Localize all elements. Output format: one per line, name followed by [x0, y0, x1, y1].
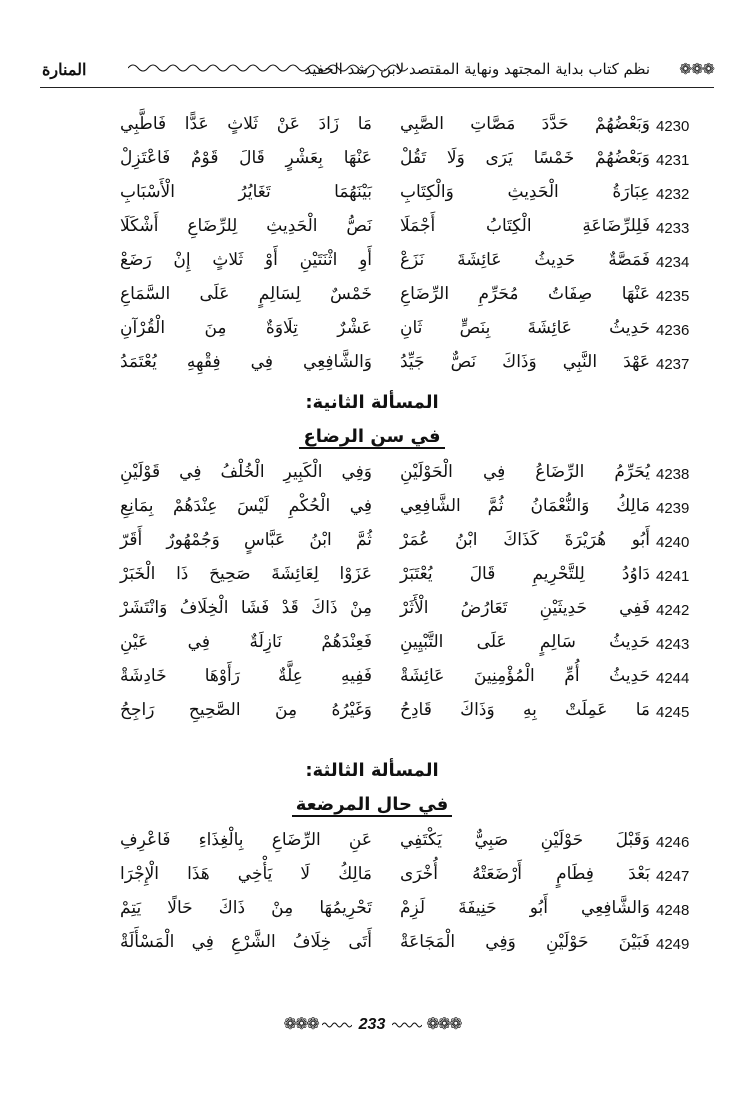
header-rule — [40, 87, 714, 88]
verse-second-hemistich: عَنِ الرِّضَاعِ بِالْغِذَاءِ فَاعْرِفِ — [120, 830, 372, 850]
verse-line — [70, 248, 710, 282]
header-book-name: المنارة — [42, 60, 87, 79]
verse-line — [70, 214, 710, 248]
verse-second-hemistich: مَا زَادَ عَنْ ثَلاثٍ عَدًّا فَاطَّبِي — [120, 114, 372, 134]
verse-line — [70, 146, 710, 180]
verse-first-hemistich: وَقَبْلَ حَوْلَيْنِ صَبِيٌّ يَكْتَفِي — [400, 830, 650, 850]
verse-number: 4230 — [656, 118, 690, 135]
verse-line — [70, 630, 710, 664]
section-subtitle-text: في حال المرضعة — [292, 794, 453, 817]
verse-first-hemistich: عِبَارَةُ الْحَدِيثِ وَالْكِتَابِ — [400, 182, 650, 202]
verse-line — [70, 698, 710, 732]
section-subtitle-text: في سن الرضاع — [299, 426, 444, 449]
verse-number: 4242 — [656, 602, 690, 619]
verse-number: 4231 — [656, 152, 690, 169]
verse-first-hemistich: حَدِيثُ عَائِشَةَ بِنَصٍّ ثَانِ — [400, 318, 650, 338]
verse-second-hemistich: مِنْ ذَاكَ قَدْ فَشَا الْخِلَافُ وَانْتَشَرْ — [120, 598, 372, 618]
verse-first-hemistich: مَا عَمِلَتْ بِهِ وَذَاكَ قَادِحُ — [400, 700, 650, 720]
footer-ornament-right: ❁❁❁ — [426, 1016, 461, 1033]
verse-number: 4234 — [656, 254, 690, 271]
verse-first-hemistich: أَبُو هُرَيْرَةَ كَذَاكَ ابْنُ عُمَرْ — [400, 530, 650, 550]
verse-number: 4240 — [656, 534, 690, 551]
section-subtitle — [0, 794, 744, 815]
verse-second-hemistich: نَصُّ الْحَدِيثِ لِلرِّضَاعِ أَشْكَلَا — [120, 216, 372, 236]
verse-line — [70, 596, 710, 630]
page-footer — [0, 1014, 744, 1034]
verse-line — [70, 528, 710, 562]
header-wave-ornament — [128, 62, 408, 74]
verse-first-hemistich: مَالِكُ وَالنُّعْمَانُ ثُمَّ الشَّافِعِي — [400, 496, 650, 516]
section-subtitle — [0, 426, 744, 447]
verse-line — [70, 562, 710, 596]
section-title: المسألة الثالثة: — [305, 760, 439, 781]
verse-number: 4238 — [656, 466, 690, 483]
verse-second-hemistich: فَعِنْدَهُمْ نَازِلَةٌ فِي عَيْنِ — [120, 632, 372, 652]
verse-line — [70, 282, 710, 316]
verse-number: 4243 — [656, 636, 690, 653]
verse-number: 4232 — [656, 186, 690, 203]
verse-first-hemistich: حَدِيثُ سَالِمٍ عَلَى التَّبْيِينِ — [400, 632, 650, 652]
verse-line — [70, 180, 710, 214]
verse-second-hemistich: وَالشَّافِعِي فِي فِقْهِهِ يُعْتَمَدُ — [120, 352, 372, 372]
verse-second-hemistich: مَالِكُ لَا يَأْخِي هَذَا الْإِجْرَا — [120, 864, 372, 884]
header-ornament: ❁❁❁ — [679, 60, 714, 78]
verse-second-hemistich: فِي الْحُكْمِ لَيْسَ عِنْدَهُمْ بِمَانِعِ — [120, 496, 372, 516]
verse-line — [70, 862, 710, 896]
verse-line — [70, 896, 710, 930]
verse-second-hemistich: عَنْهَا بِعَشْرٍ قَالَ قَوْمٌ فَاعْتَزِلْ — [120, 148, 372, 168]
footer-wave-ornament — [322, 1021, 352, 1029]
verse-line — [70, 494, 710, 528]
verse-first-hemistich: عَنْهَا صِفَاتُ مُحَرِّمِ الرِّضَاعِ — [400, 284, 650, 304]
verse-number: 4247 — [656, 868, 690, 885]
verse-line — [70, 316, 710, 350]
verse-number: 4237 — [656, 356, 690, 373]
verse-second-hemistich: أَتَى خِلَافُ الشَّرْعِ فِي الْمَسْأَلَةْ — [120, 932, 372, 952]
verse-first-hemistich: حَدِيثُ أُمِّ الْمُؤْمِنِينَ عَائِشَةْ — [400, 666, 650, 686]
verse-line — [70, 664, 710, 698]
verse-first-hemistich: وَبَعْضُهُمْ خَمْسًا يَرَى وَلَا تَقُلْ — [400, 148, 650, 168]
running-header — [40, 58, 714, 88]
verse-number: 4249 — [656, 936, 690, 953]
verse-second-hemistich: فَفِيهِ عِلَّةٌ رَأَوْهَا خَادِشَةْ — [120, 666, 372, 686]
verse-first-hemistich: بَعْدَ فِطَامٍ أَرْضَعَتْهُ أُخْرَى — [400, 864, 650, 884]
verse-second-hemistich: خَمْسٌ لِسَالِمٍ عَلَى السَّمَاعِ — [120, 284, 372, 304]
header-title: نظم كتاب بداية المجتهد ونهاية المقتصد لابن رشد الحفيد — [304, 60, 650, 78]
verse-second-hemistich: وَفِي الْكَبِيرِ الْخُلْفُ فِي قَوْلَيْنِ — [120, 462, 372, 482]
verse-second-hemistich: تَحْرِيمُهَا مِنْ ذَاكَ حَالًا يَتِمْ — [120, 898, 372, 918]
verse-first-hemistich: وَالشَّافِعِي أَبُو حَنِيفَةَ لَزِمْ — [400, 898, 650, 918]
verse-line — [70, 350, 710, 384]
verse-number: 4235 — [656, 288, 690, 305]
verse-first-hemistich: يُحَرِّمُ الرِّضَاعُ فِي الْحَوْلَيْنِ — [400, 462, 650, 482]
verse-first-hemistich: دَاوُدُ لِلتَّحْرِيمِ قَالَ يُعْتَبَرْ — [400, 564, 650, 584]
verse-second-hemistich: بَيْنَهُمَا تَغَايُرُ الْأَسْبَابِ — [120, 182, 372, 202]
verse-number: 4245 — [656, 704, 690, 721]
verse-number: 4248 — [656, 902, 690, 919]
verse-number: 4233 — [656, 220, 690, 237]
verse-second-hemistich: ثُمَّ ابْنُ عَبَّاسٍ وَجُمْهُورٌ أَقَرّ — [120, 530, 372, 550]
verse-number: 4239 — [656, 500, 690, 517]
verse-first-hemistich: عَهْدَ النَّبِي وَذَاكَ نَصٌّ جَيِّدُ — [400, 352, 650, 372]
verse-line — [70, 112, 710, 146]
verse-number: 4246 — [656, 834, 690, 851]
verse-line — [70, 828, 710, 862]
verse-first-hemistich: فَبَيْنَ حَوْلَيْنِ وَفِي الْمَجَاعَةْ — [400, 932, 650, 952]
footer-ornament-left: ❁❁❁ — [283, 1016, 318, 1033]
verse-second-hemistich: عَزَوْا لِعَائِشَةَ صَحِيحَ ذَا الْخَبَرْ — [120, 564, 372, 584]
verse-line — [70, 460, 710, 494]
verse-first-hemistich: فَمَصَّةٌ حَدِيثُ عَائِشَةَ نَزَعْ — [400, 250, 650, 270]
verse-second-hemistich: وَغَيْرُهُ مِنَ الصَّحِيحِ رَاجِحُ — [120, 700, 372, 720]
verse-line — [70, 930, 710, 964]
verse-number: 4241 — [656, 568, 690, 585]
verse-number: 4236 — [656, 322, 690, 339]
verse-number: 4244 — [656, 670, 690, 687]
verse-first-hemistich: وَبَعْضُهُمْ حَدَّدَ مَصَّاتِ الصَّبِي — [400, 114, 650, 134]
verse-second-hemistich: عَشْرٌ تِلَاوَةٌ مِنَ الْقُرْآنِ — [120, 318, 372, 338]
footer-wave-ornament — [392, 1021, 422, 1029]
section-title: المسألة الثانية: — [305, 392, 439, 413]
verse-first-hemistich: فَلِلرِّضَاعَةِ الْكِتَابُ أَجْمَلَا — [400, 216, 650, 236]
verse-first-hemistich: فَفِي حَدِيثَيْنِ تَعَارُضُ الْأَثَرْ — [400, 598, 650, 618]
page-number: 233 — [358, 1016, 386, 1033]
verse-second-hemistich: أَوِ اثْنَتَيْنِ أَوْ ثَلاثٍ إِنْ رَضَعْ — [120, 250, 372, 270]
